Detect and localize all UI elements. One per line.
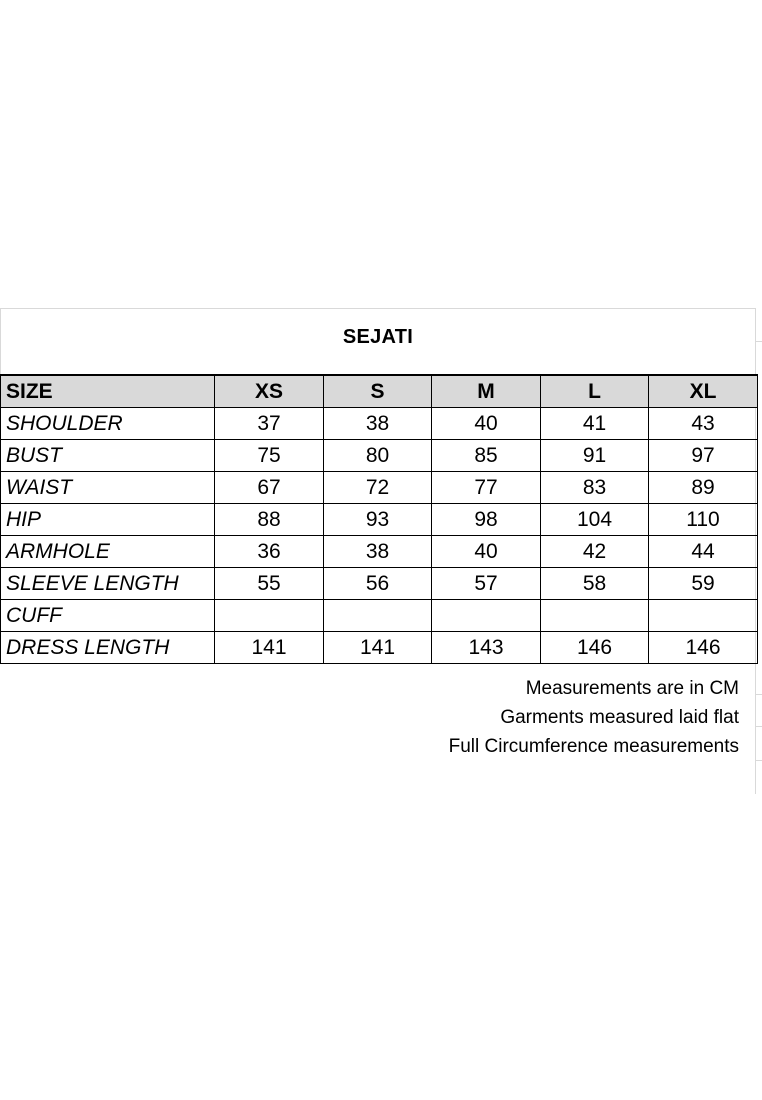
row-label: WAIST — [1, 472, 215, 504]
table-cell: 91 — [541, 440, 649, 472]
table-row — [1, 632, 758, 664]
row-label: ARMHOLE — [1, 536, 215, 568]
table-cell: 80 — [324, 440, 432, 472]
table-cell: 37 — [215, 408, 324, 440]
table-cell — [432, 600, 541, 632]
table-cell: 38 — [324, 536, 432, 568]
size-header-xs: XS — [215, 375, 324, 408]
table-cell: 88 — [215, 504, 324, 536]
size-header-label: SIZE — [1, 375, 215, 408]
gridline-top — [0, 308, 756, 309]
table-cell: 43 — [649, 408, 758, 440]
table-cell — [215, 600, 324, 632]
table-header-row — [1, 375, 758, 408]
table-cell: 58 — [541, 568, 649, 600]
table-cell: 38 — [324, 408, 432, 440]
table-row — [1, 568, 758, 600]
size-chart-sheet — [0, 308, 762, 794]
measurement-notes — [449, 674, 739, 761]
table-cell — [649, 600, 758, 632]
size-header-s: S — [324, 375, 432, 408]
table-cell: 98 — [432, 504, 541, 536]
table-cell: 141 — [215, 632, 324, 664]
table-row — [1, 536, 758, 568]
table-cell: 97 — [649, 440, 758, 472]
table-cell: 42 — [541, 536, 649, 568]
table-cell — [541, 600, 649, 632]
table-cell: 40 — [432, 408, 541, 440]
gridline-tick — [756, 760, 762, 761]
table-cell: 59 — [649, 568, 758, 600]
note-laid-flat: Garments measured laid flat — [500, 707, 739, 728]
table-cell: 146 — [541, 632, 649, 664]
table-cell: 36 — [215, 536, 324, 568]
table-cell: 44 — [649, 536, 758, 568]
note-units: Measurements are in CM — [525, 678, 739, 699]
table-cell: 72 — [324, 472, 432, 504]
table-cell: 77 — [432, 472, 541, 504]
row-label: CUFF — [1, 600, 215, 632]
table-cell: 75 — [215, 440, 324, 472]
table-cell: 93 — [324, 504, 432, 536]
size-header-xl: XL — [649, 375, 758, 408]
table-cell: 57 — [432, 568, 541, 600]
note-circumference: Full Circumference measurements — [448, 736, 739, 757]
table-cell: 141 — [324, 632, 432, 664]
table-row — [1, 504, 758, 536]
table-cell: 89 — [649, 472, 758, 504]
row-label: BUST — [1, 440, 215, 472]
table-cell: 110 — [649, 504, 758, 536]
table-row — [1, 472, 758, 504]
table-cell: 40 — [432, 536, 541, 568]
size-header-m: M — [432, 375, 541, 408]
size-table — [0, 374, 758, 664]
chart-title: SEJATI — [342, 326, 414, 348]
table-cell — [324, 600, 432, 632]
row-label: SHOULDER — [1, 408, 215, 440]
table-cell: 67 — [215, 472, 324, 504]
table-cell: 146 — [649, 632, 758, 664]
table-cell: 143 — [432, 632, 541, 664]
table-cell: 56 — [324, 568, 432, 600]
table-row — [1, 440, 758, 472]
size-header-l: L — [541, 375, 649, 408]
gridline-tick — [756, 694, 762, 695]
table-cell: 55 — [215, 568, 324, 600]
row-label: SLEEVE LENGTH — [1, 568, 215, 600]
gridline-tick — [756, 726, 762, 727]
table-cell: 41 — [541, 408, 649, 440]
row-label: HIP — [1, 504, 215, 536]
table-cell: 104 — [541, 504, 649, 536]
table-cell: 85 — [432, 440, 541, 472]
table-row — [1, 408, 758, 440]
table-cell: 83 — [541, 472, 649, 504]
row-label: DRESS LENGTH — [1, 632, 215, 664]
table-row — [1, 600, 758, 632]
gridline-tick — [756, 341, 762, 342]
